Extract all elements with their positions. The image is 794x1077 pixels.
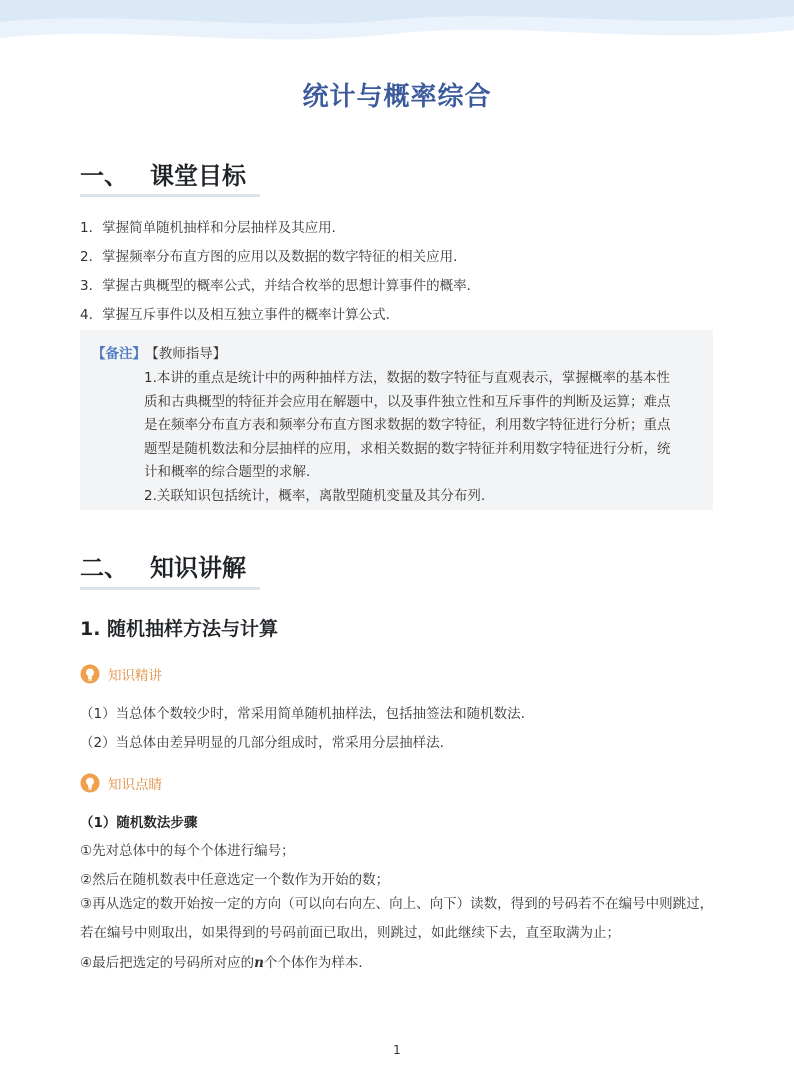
note-tag: 【备注】 xyxy=(92,346,146,362)
step-item: ②然后在随机数表中任意选定一个数作为开始的数； xyxy=(80,872,390,888)
section-title: 课堂目标 xyxy=(150,162,246,190)
section-heading-knowledge xyxy=(80,548,246,583)
tip-label-text: 知识精讲 xyxy=(108,668,162,684)
math-variable: n xyxy=(254,955,264,971)
goal-item: 4．掌握互斥事件以及相互独立事件的概率计算公式． xyxy=(80,307,400,323)
note-line: 题型是随机数法和分层抽样的应用，求相关数据的数字特征并利用数字特征进行分析，统 xyxy=(144,440,671,457)
lightbulb-icon xyxy=(80,664,100,684)
note-header xyxy=(92,342,226,362)
note-line: 是在频率分布直方表和频率分布直方图求数据的数字特征，利用数字特征进行分析；重点 xyxy=(144,417,671,433)
step-item: ①先对总体中的每个个体进行编号； xyxy=(80,843,295,859)
note-heading: 【教师指导】 xyxy=(152,346,227,362)
subsection-title: 1. 随机抽样方法与计算 xyxy=(80,618,279,640)
tip-label-key-points xyxy=(80,772,162,794)
tip-label-text: 知识点睛 xyxy=(108,777,162,793)
section-heading-goals xyxy=(80,156,246,191)
goal-item: 3．掌握古典概型的概率公式，并结合枚举的思想计算事件的概率． xyxy=(80,278,481,294)
document-title: 统计与概率综合 xyxy=(302,82,492,112)
header-wave-decoration xyxy=(0,0,794,62)
section-number: 一、 xyxy=(80,162,128,190)
lightbulb-icon xyxy=(80,773,100,793)
note-line: 计和概率的综合题型的求解. xyxy=(144,464,311,480)
step-text: ④最后把选定的号码所对应的 xyxy=(80,955,255,971)
tip-label-lecture xyxy=(80,663,162,685)
steps-title: （1）随机数法步骤 xyxy=(80,815,198,831)
note-line: 1.本讲的重点是统计中的两种抽样方法，数据的数字特征与直观表示，掌握概率的基本性 xyxy=(144,370,670,386)
section-title: 知识讲解 xyxy=(150,554,246,582)
note-line: 2.关联知识包括统计，概率，离散型随机变量及其分布列. xyxy=(144,487,486,504)
paragraph: （2）当总体由差异明显的几部分组成时，常采用分层抽样法. xyxy=(80,735,444,751)
section-underline xyxy=(80,587,260,590)
goal-item: 2．掌握频率分布直方图的应用以及数据的数字特征的相关应用． xyxy=(80,249,467,265)
step-item xyxy=(80,951,720,971)
note-body xyxy=(144,367,700,508)
goal-item: 1．掌握简单随机抽样和分层抽样及其应用． xyxy=(80,220,346,236)
step-item: ③再从选定的数开始按一定的方向（可以向右向左、向上、向下）读数，得到的号码若不在编号中则跳过，若在编号中则取出，如果得到的号码前面已取出，则跳过，如此继续下去，直至取满为止； xyxy=(80,896,714,941)
section-number: 二、 xyxy=(80,554,128,582)
paragraph: （1）当总体个数较少时，常采用简单随机抽样法，包括抽签法和随机数法. xyxy=(80,706,525,722)
section-underline xyxy=(80,194,260,197)
teacher-note-box xyxy=(80,330,713,510)
step-text: 个个体作为样本． xyxy=(263,955,372,971)
note-line: 质和古典概型的特征并会应用在解题中，以及事件独立性和互斥事件的判断及运算；难点 xyxy=(144,393,671,410)
goal-list xyxy=(80,214,720,330)
page-number: 1 xyxy=(393,1043,401,1057)
